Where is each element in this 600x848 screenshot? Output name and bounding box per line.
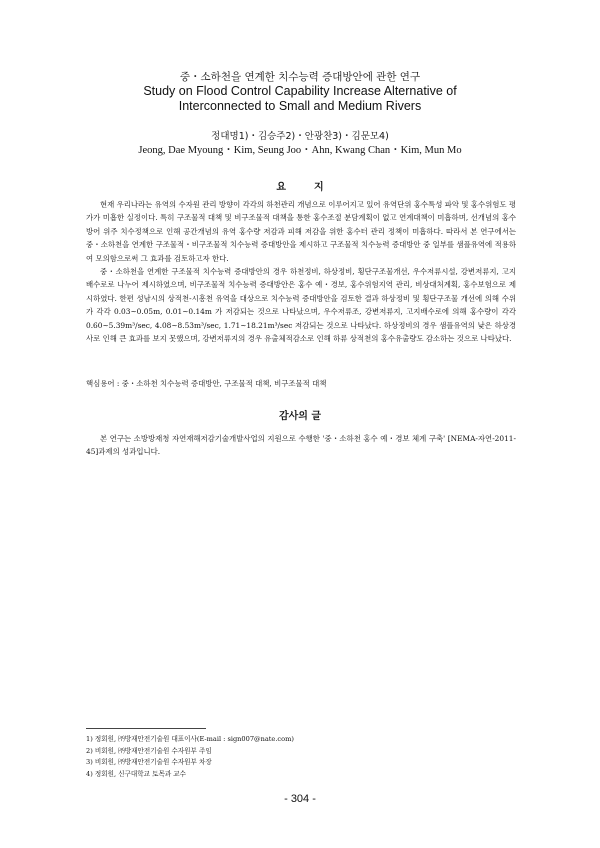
- footnote-1: 1) 정회원, ㈜방재안전기술원 대표이사(E-mail : sign007@nate.com): [86, 735, 294, 743]
- abstract-body: [86, 198, 516, 345]
- footnotes: [86, 734, 516, 780]
- abstract-paragraph-1: 현재 우리나라는 유역의 수자원 관리 방향이 각각의 하천관리 개념으로 이루어지고 있어 유역단위 홍수특성 파악 및 홍수위험도 평가가 미흡한 실정이다. 특히 구조물적 대책 및 비구조물적 대책을 통한 홍수조절 분담계획이 없고 연계대책이 미흡하며, 선개념의 홍수방어 위주 치수정책으로 인해 공간개념의 유역 홍수량 저감과 피해 저감을 위한 홍수터 관리 정책이 미흡하다. 따라서 본 연구에서는 중・소하천을 연계한 구조물적・비구조물적 치수능력 증대방안을 제시하고 구조물적 치수능력 증대방안 중 일부를 샘플유역에 적용하여 모의함으로써 그 효과를 검토하고자 한다.: [86, 200, 516, 263]
- keywords: 핵심용어 : 중・소하천 치수능력 증대방안, 구조물적 대책, 비구조물적 대책: [86, 379, 327, 388]
- footnote-4: 4) 정회원, 신구대학교 토목과 교수: [86, 769, 187, 778]
- title-english-line2: Interconnected to Small and Medium Rivers: [178, 99, 422, 113]
- title-english: [0, 84, 600, 114]
- footnote-2: 2) 비회원, ㈜방재안전기술원 수자원부 주임: [86, 746, 212, 755]
- footnote-divider: [86, 728, 206, 729]
- title-korean: 중・소하천을 연계한 치수능력 증대방안에 관한 연구: [179, 71, 421, 83]
- acknowledgement-body: [86, 432, 516, 459]
- acknowledgement-paragraph: 본 연구는 소방방재청 자연재해저감기술개발사업의 지원으로 수행한 '중・소하천 홍수 예・경보 체계 구축' [NEMA-자연-2011-45]과제의 성과입니다.: [86, 434, 516, 457]
- abstract-paragraph-2: 중・소하천을 연계한 구조물적 치수능력 증대방안의 경우 하천정비, 하상정비, 횡단구조물개선, 우수저류시설, 강변저류지, 고지배수로로 나누어 제시하였으며, 비구조물적 치수능력 증대방안은 홍수 예・경보, 홍수위험지역 관리, 비상대처계획, 홍수보험으로 제시하였다. 한편 성남시의 상적천-시흥천 유역을 대상으로 치수능력 증대방안을 검토한 결과 하상정비 및 횡단구조물 개선에 의해 수위가 각각 0.03~0.05m, 0.01~0.14m 가 저감되는 것으로 나타났으며, 우수저류조, 강변저류지, 고지배수로에 의해 홍수량이 각각 0.60~5.39m³/sec, 4.08~8.53m³/sec, 1.71~18.21m³/sec 저감되는 것으로 나타났다. 하상정비의 경우 샘플유역의 낮은 하상경사로 인해 큰 효과를 보지 못했으며, 강변저류지의 경우 유출체적감소로 인해 하류 상적천의 홍수유출량도 감소하는 것으로 나타났다.: [86, 267, 516, 344]
- acknowledgement-heading: 감사의 글: [278, 411, 322, 422]
- page-number: - 304 -: [284, 793, 316, 805]
- footnote-3: 3) 비회원, ㈜방재안전기술원 수자원부 차장: [86, 758, 212, 766]
- authors-english: Jeong, Dae Myoung・Kim, Seung Joo・Ahn, Kwang Chan・Kim, Mun Mo: [138, 145, 462, 156]
- abstract-heading: 요지: [276, 182, 352, 193]
- authors-korean: 정대명1)・김승주2)・안광찬3)・김문모4): [211, 131, 389, 142]
- title-english-line1: Study on Flood Control Capability Increase Alternative of: [143, 84, 457, 98]
